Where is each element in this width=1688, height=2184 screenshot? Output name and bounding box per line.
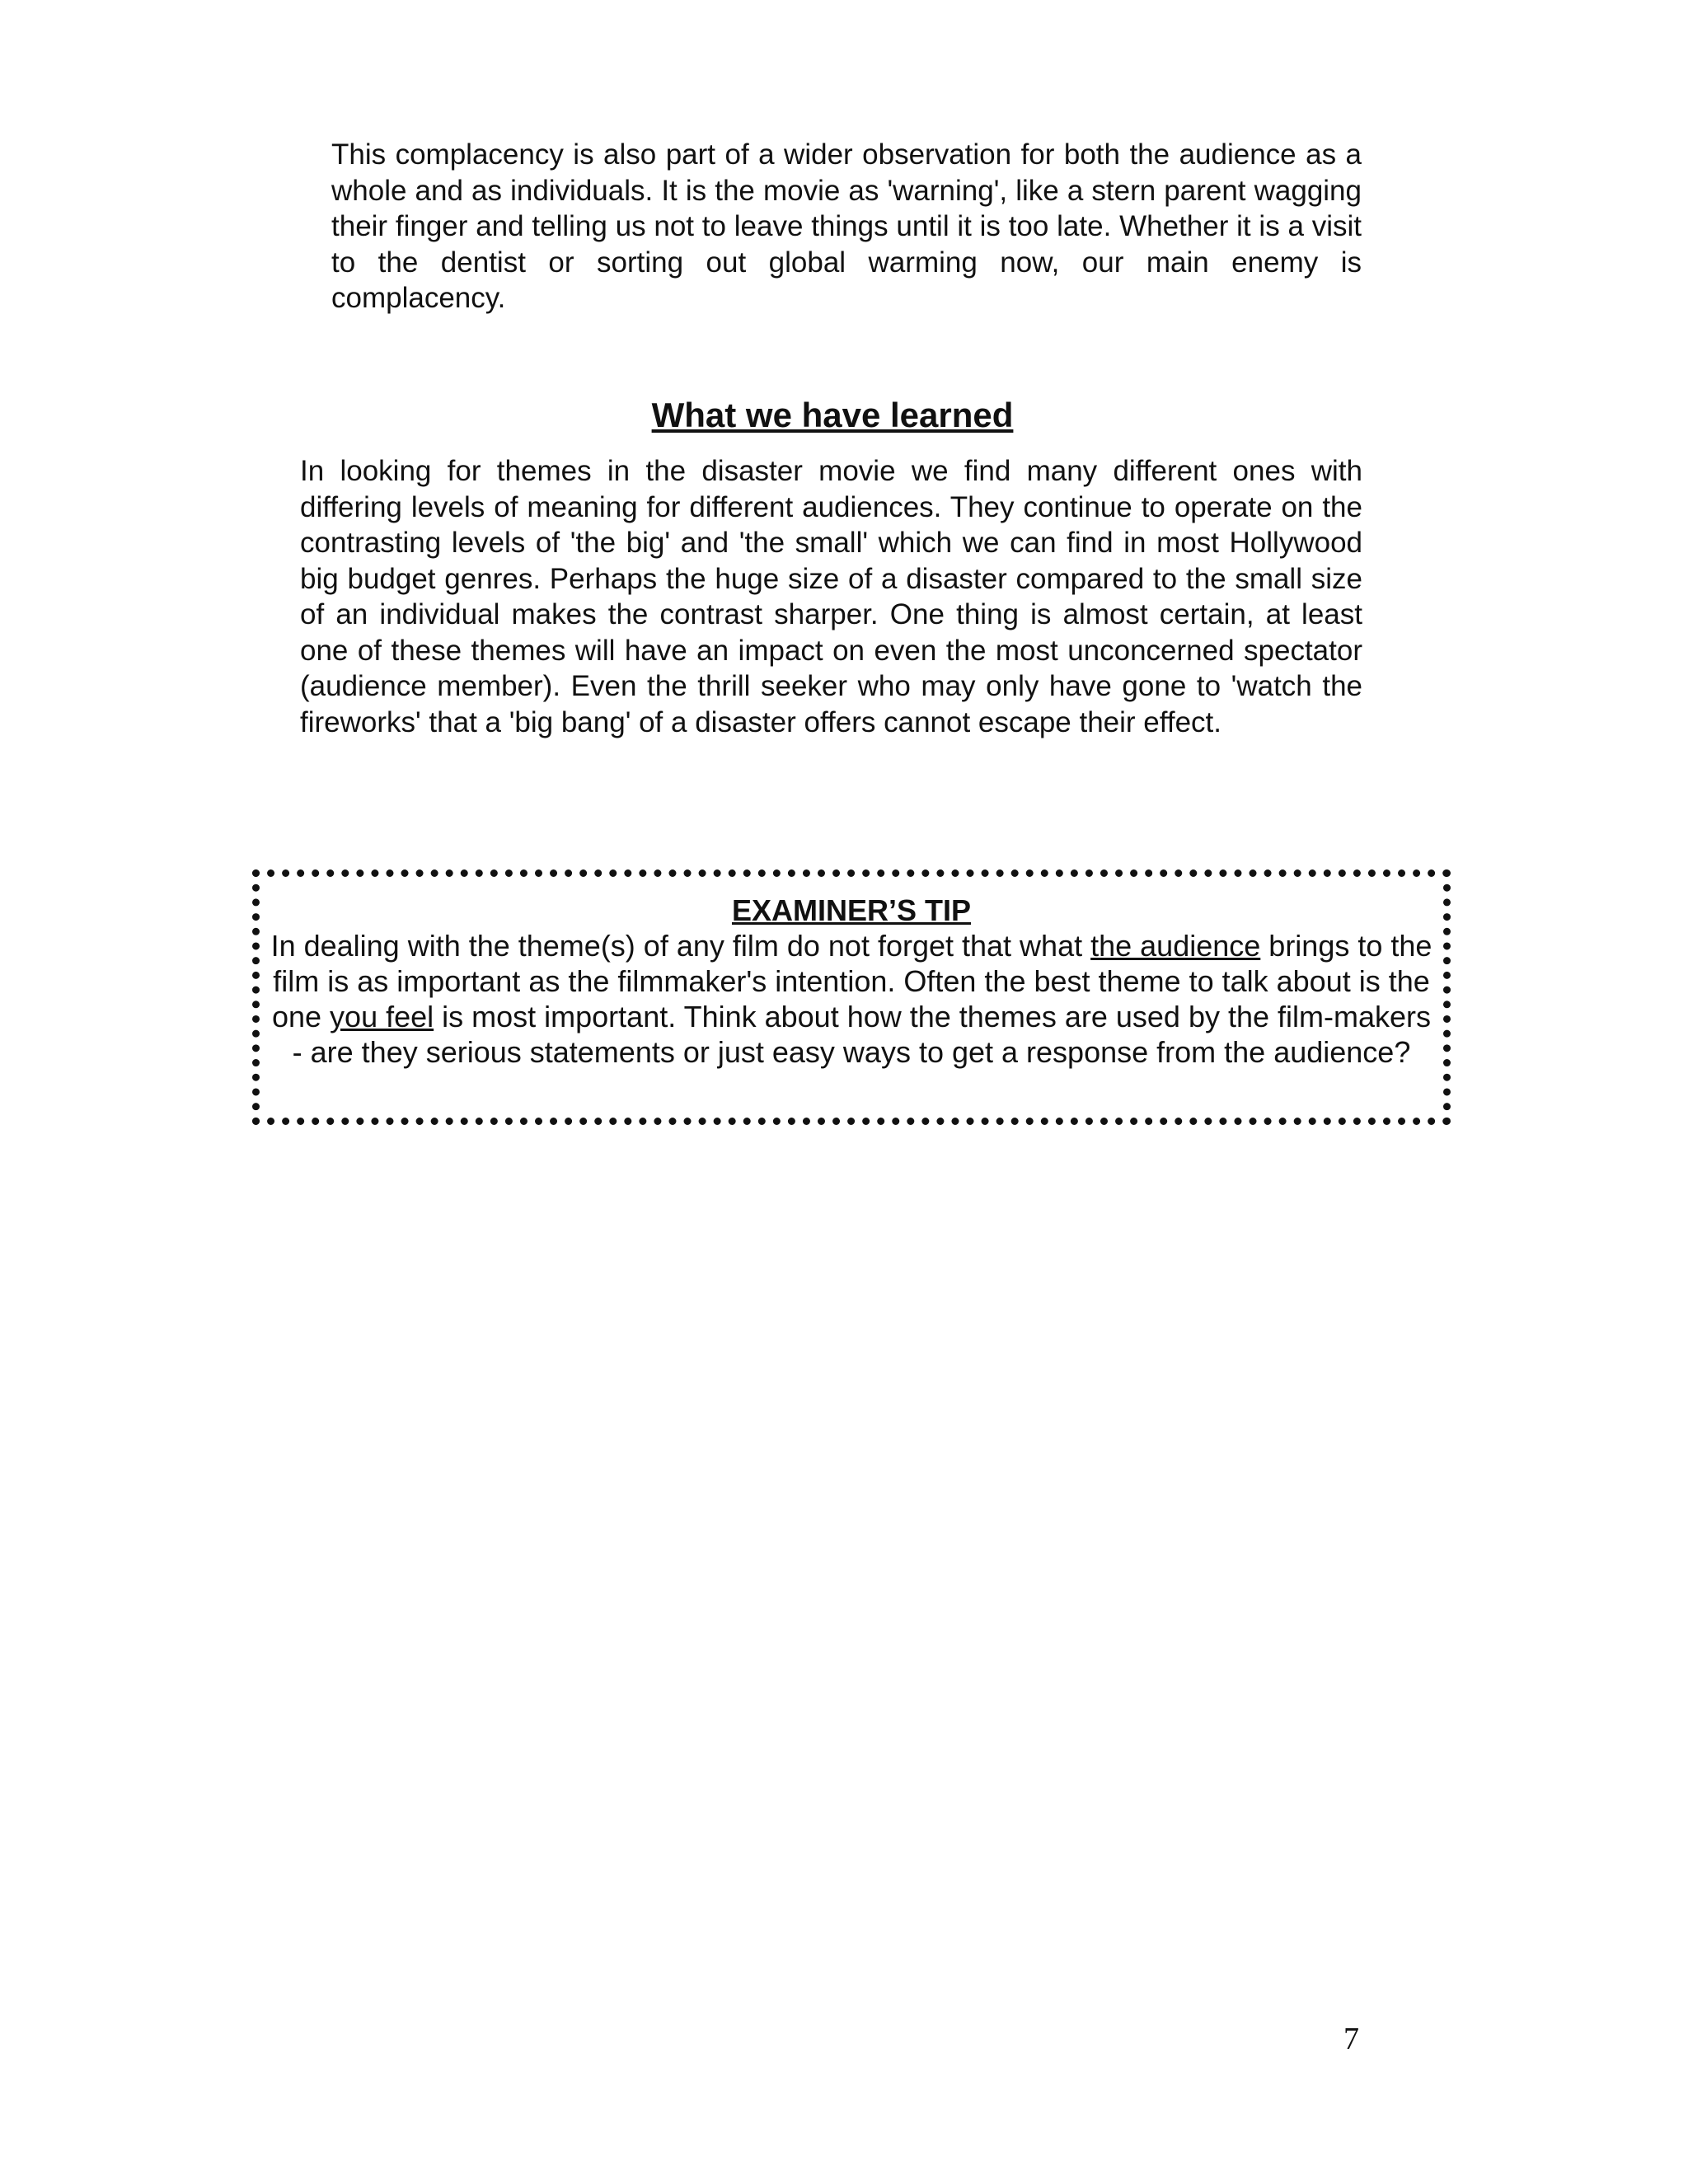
tip-text-part-3: is most important. Think about how the themes are used by the film-makers - are they serious statements or just easy ways to get a response from the audience?: [292, 1000, 1432, 1069]
tip-text-part-1: In dealing with the theme(s) of any film do not forget that what: [270, 929, 1091, 963]
page-number: 7: [1343, 2022, 1359, 2056]
learned-paragraph: In looking for themes in the disaster movie we find many different ones with differing levels of meaning for different audiences. They continue to operate on the contrasting levels of 'the big' and 'the small' which we can find in most Hollywood big budget genres. Perhaps the huge size of a disaster compared to the small size of an individual makes the contrast sharper. One thing is almost certain, at least one of these themes will have an impact on even the most unconcerned spectator (audience member). Even the thrill seeker who may only have gone to 'watch the fireworks' that a 'big bang' of a disaster offers cannot escape their effect.: [300, 455, 1362, 738]
tip-text-part-2: brings to the film is as important as the filmmaker's intention. Often the best theme to talk about is the one: [271, 929, 1432, 1033]
examiner-tip-box: [252, 869, 1451, 1125]
tip-underlined-you-feel: you feel: [330, 1000, 434, 1033]
tip-underlined-the-audience: the audience: [1090, 929, 1261, 963]
examiner-tip-title: EXAMINER’S TIP: [731, 893, 972, 927]
intro-paragraph: This complacency is also part of a wider observation for both the audience as a whole and as individuals. It is the movie as 'warning', like a stern parent wagging their finger and telling us not to leave things until it is too late. Whether it is a visit to the dentist or sorting out global warming now, our main enemy is complacency.: [331, 138, 1362, 314]
section-heading: What we have learned: [651, 396, 1014, 434]
examiner-tip-text: [270, 928, 1433, 1070]
